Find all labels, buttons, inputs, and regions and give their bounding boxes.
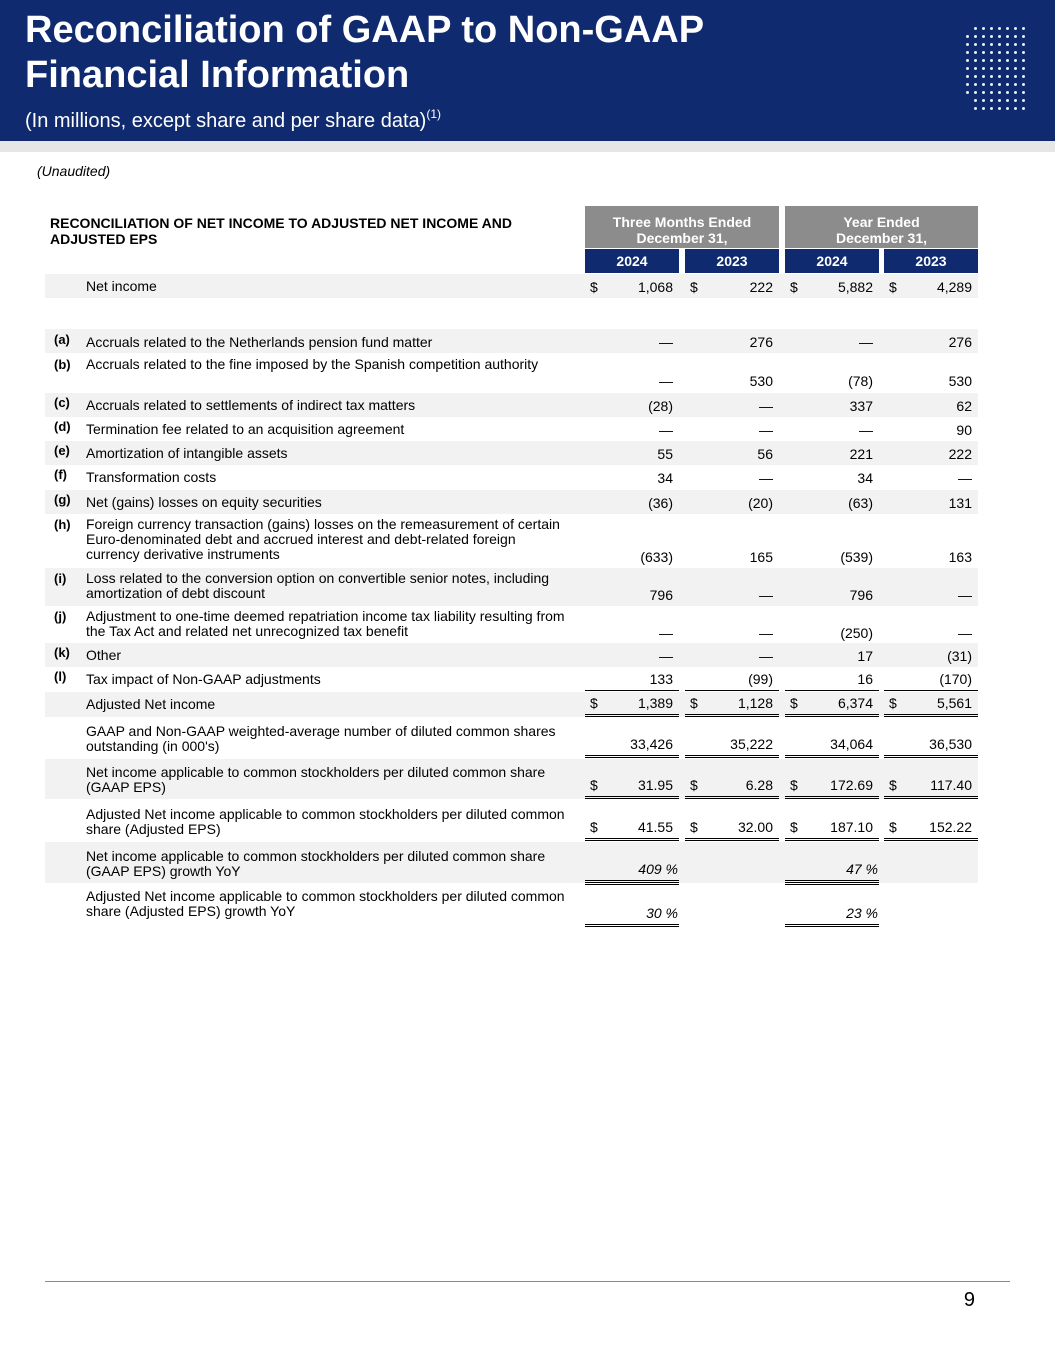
decorative-dot xyxy=(974,91,977,94)
row-label: Accruals related to the Netherlands pension fund matter xyxy=(86,334,433,350)
value-cell: $ 1,389 xyxy=(585,692,679,717)
footnote-letter: (b) xyxy=(54,357,71,372)
decorative-dot xyxy=(982,107,985,110)
table-title: RECONCILIATION OF NET INCOME TO ADJUSTED NET INCOME AND ADJUSTED EPS xyxy=(50,215,513,247)
value-cell: 163 xyxy=(948,549,972,565)
decorative-dot xyxy=(1022,67,1025,70)
value-cell: 221 xyxy=(849,446,873,462)
decorative-dot xyxy=(1022,35,1025,38)
dot-grid-decoration xyxy=(966,27,1030,115)
adjustment-row xyxy=(45,606,978,644)
row-label: Foreign currency transaction (gains) losses on the remeasurement of certain Euro-denominated debt and accrued interest and debt-related foreign currency derivative instruments xyxy=(86,516,560,562)
decorative-dot xyxy=(1014,91,1017,94)
header-divider-band xyxy=(0,141,1055,152)
decorative-dot xyxy=(1022,43,1025,46)
value-cell: — xyxy=(958,625,972,641)
decorative-dot xyxy=(982,59,985,62)
decorative-dot xyxy=(1022,107,1025,110)
value-cell: $ 6.28 xyxy=(685,759,779,799)
value-cell: — xyxy=(659,334,673,350)
footnote-marker: (1) xyxy=(426,107,441,121)
decorative-dot xyxy=(1022,59,1025,62)
value-cell: 36,530 xyxy=(884,718,978,758)
decorative-dot xyxy=(998,83,1001,86)
value-cell: — xyxy=(659,625,673,641)
adjustment-row xyxy=(45,329,978,353)
decorative-dot xyxy=(966,43,969,46)
decorative-dot xyxy=(974,99,977,102)
row-net-income xyxy=(45,274,978,298)
decorative-dot xyxy=(998,27,1001,30)
value-cell: $ 6,374 xyxy=(785,692,879,717)
column-header-year: 2024 xyxy=(585,249,679,273)
value-cell: (99) xyxy=(685,667,779,691)
decorative-dot xyxy=(990,51,993,54)
row-adjusted-eps-growth xyxy=(45,884,978,927)
row-label: Adjusted Net income applicable to common stockholders per diluted common share (Adjusted EPS) growth YoY xyxy=(86,888,565,919)
value-cell: 16 xyxy=(785,667,879,691)
decorative-dot xyxy=(1022,27,1025,30)
value-cell: (539) xyxy=(840,549,873,565)
footnote-letter: (i) xyxy=(54,571,67,586)
decorative-dot xyxy=(990,99,993,102)
value-cell: $ 32.00 xyxy=(685,800,779,841)
decorative-dot xyxy=(966,91,969,94)
decorative-dot xyxy=(974,51,977,54)
value-cell: 530 xyxy=(749,373,773,389)
decorative-dot xyxy=(1014,67,1017,70)
footnote-letter: (j) xyxy=(54,609,67,624)
adjustment-row xyxy=(45,568,978,606)
value-cell: — xyxy=(759,398,773,414)
decorative-dot xyxy=(998,59,1001,62)
value-cell: — xyxy=(958,470,972,486)
value-cell: 34 xyxy=(857,470,873,486)
value-cell: $ 4,289 xyxy=(889,279,972,295)
decorative-dot xyxy=(966,83,969,86)
row-label: Net (gains) losses on equity securities xyxy=(86,494,322,510)
row-gaap-eps xyxy=(45,759,978,799)
adjustment-row xyxy=(45,354,978,392)
decorative-dot xyxy=(1006,83,1009,86)
value-cell: 796 xyxy=(649,587,673,603)
decorative-dot xyxy=(990,67,993,70)
row-label: Accruals related to the fine imposed by the Spanish competition authority xyxy=(86,356,539,372)
decorative-dot xyxy=(1014,59,1017,62)
value-cell: $ 152.22 xyxy=(884,800,978,841)
value-cell: (170) xyxy=(884,667,978,691)
value-cell: — xyxy=(659,422,673,438)
decorative-dot xyxy=(998,91,1001,94)
value-cell: 337 xyxy=(849,398,873,414)
adjustment-row xyxy=(45,417,978,441)
row-label: Tax impact of Non-GAAP adjustments xyxy=(86,671,321,687)
value-cell: (36) xyxy=(648,495,673,511)
value-cell: 47 % xyxy=(785,842,879,883)
adjustment-row xyxy=(45,490,978,514)
column-header-year: 2023 xyxy=(884,249,978,273)
adjustment-row xyxy=(45,643,978,667)
decorative-dot xyxy=(1014,35,1017,38)
value-cell: 796 xyxy=(849,587,873,603)
decorative-dot xyxy=(990,75,993,78)
value-cell: — xyxy=(958,587,972,603)
adjustment-row xyxy=(45,441,978,465)
value-cell: 133 xyxy=(585,667,679,691)
decorative-dot xyxy=(1006,35,1009,38)
value-cell: 56 xyxy=(757,446,773,462)
decorative-dot xyxy=(1006,107,1009,110)
value-cell: — xyxy=(759,648,773,664)
value-cell: 17 xyxy=(857,648,873,664)
decorative-dot xyxy=(982,99,985,102)
value-cell: 90 xyxy=(956,422,972,438)
value-cell: $ 5,561 xyxy=(884,692,978,717)
row-label: Accruals related to settlements of indirect tax matters xyxy=(86,397,416,413)
value-cell: $ 222 xyxy=(690,279,773,295)
decorative-dot xyxy=(998,67,1001,70)
decorative-dot xyxy=(1006,59,1009,62)
decorative-dot xyxy=(990,35,993,38)
value-cell: (633) xyxy=(640,549,673,565)
page-title: Reconciliation of GAAP to Non-GAAP Financial Information xyxy=(25,9,705,96)
value-cell: (250) xyxy=(840,625,873,641)
value-cell: 35,222 xyxy=(685,718,779,758)
footnote-letter: (d) xyxy=(54,419,71,434)
value-cell: — xyxy=(659,648,673,664)
row-label: Other xyxy=(86,647,122,663)
decorative-dot xyxy=(1006,27,1009,30)
value-cell: (31) xyxy=(947,648,972,664)
footnote-letter: (f) xyxy=(54,467,67,482)
value-cell: 62 xyxy=(956,398,972,414)
row-label: Net income xyxy=(86,278,157,294)
row-label: Net income applicable to common stockholders per diluted common share (GAAP EPS) xyxy=(86,764,546,795)
decorative-dot xyxy=(1006,91,1009,94)
value-cell: — xyxy=(759,625,773,641)
decorative-dot xyxy=(1022,75,1025,78)
footnote-letter: (e) xyxy=(54,443,70,458)
value-cell: 222 xyxy=(948,446,972,462)
value-cell: $ 1,128 xyxy=(685,692,779,717)
decorative-dot xyxy=(1014,107,1017,110)
footnote-letter: (g) xyxy=(54,492,71,507)
decorative-dot xyxy=(1022,83,1025,86)
column-header-year: 2024 xyxy=(785,249,879,273)
column-group-year-ended: Year Ended December 31, xyxy=(785,206,978,248)
value-cell: 165 xyxy=(749,549,773,565)
value-cell: 30 % xyxy=(585,884,679,927)
decorative-dot xyxy=(1006,51,1009,54)
decorative-dot xyxy=(1022,51,1025,54)
decorative-dot xyxy=(974,107,977,110)
value-cell: $ 187.10 xyxy=(785,800,879,841)
value-cell: (20) xyxy=(748,495,773,511)
row-diluted-shares xyxy=(45,718,978,758)
decorative-dot xyxy=(998,99,1001,102)
value-cell: 55 xyxy=(657,446,673,462)
footnote-letter: (k) xyxy=(54,645,70,660)
decorative-dot xyxy=(974,75,977,78)
decorative-dot xyxy=(982,83,985,86)
value-cell: — xyxy=(759,587,773,603)
row-label: Transformation costs xyxy=(86,469,217,485)
row-gaap-eps-growth xyxy=(45,842,978,883)
decorative-dot xyxy=(1014,75,1017,78)
adjustment-row xyxy=(45,667,978,691)
row-adjusted-net-income xyxy=(45,692,978,717)
decorative-dot xyxy=(998,107,1001,110)
value-cell: 23 % xyxy=(785,884,879,927)
decorative-dot xyxy=(966,51,969,54)
decorative-dot xyxy=(982,27,985,30)
decorative-dot xyxy=(990,27,993,30)
value-cell: $ 172.69 xyxy=(785,759,879,799)
value-cell: 33,426 xyxy=(585,718,679,758)
value-cell: 276 xyxy=(948,334,972,350)
value-cell: $ 5,882 xyxy=(790,279,873,295)
decorative-dot xyxy=(1006,43,1009,46)
value-cell: $ 31.95 xyxy=(585,759,679,799)
value-cell: — xyxy=(759,470,773,486)
decorative-dot xyxy=(1014,43,1017,46)
row-label: Adjusted Net income xyxy=(86,696,216,712)
value-cell: (63) xyxy=(848,495,873,511)
unaudited-label: (Unaudited) xyxy=(37,163,111,179)
decorative-dot xyxy=(990,83,993,86)
value-cell: 409 % xyxy=(585,842,679,883)
decorative-dot xyxy=(982,35,985,38)
footnote-letter: (c) xyxy=(54,395,70,410)
decorative-dot xyxy=(982,91,985,94)
footnote-letter: (h) xyxy=(54,517,71,532)
value-cell: — xyxy=(659,373,673,389)
decorative-dot xyxy=(966,75,969,78)
decorative-dot xyxy=(990,59,993,62)
decorative-dot xyxy=(974,67,977,70)
row-label: Termination fee related to an acquisition agreement xyxy=(86,421,405,437)
value-cell: $ 117.40 xyxy=(884,759,978,799)
decorative-dot xyxy=(982,43,985,46)
row-label: Adjusted Net income applicable to common stockholders per diluted common share (Adjusted EPS) xyxy=(86,806,565,837)
adjustment-row xyxy=(45,393,978,417)
decorative-dot xyxy=(966,67,969,70)
value-cell: — xyxy=(859,422,873,438)
adjustment-row xyxy=(45,465,978,489)
decorative-dot xyxy=(974,83,977,86)
decorative-dot xyxy=(1014,27,1017,30)
row-label: Amortization of intangible assets xyxy=(86,445,288,461)
decorative-dot xyxy=(982,67,985,70)
decorative-dot xyxy=(1006,75,1009,78)
decorative-dot xyxy=(1014,83,1017,86)
value-cell: 530 xyxy=(948,373,972,389)
value-cell: (78) xyxy=(848,373,873,389)
value-cell: 276 xyxy=(749,334,773,350)
decorative-dot xyxy=(998,75,1001,78)
value-cell: (28) xyxy=(648,398,673,414)
decorative-dot xyxy=(982,51,985,54)
decorative-dot xyxy=(998,51,1001,54)
decorative-dot xyxy=(966,35,969,38)
column-group-three-months: Three Months Ended December 31, xyxy=(585,206,779,248)
value-cell: $ 1,068 xyxy=(590,279,673,295)
decorative-dot xyxy=(1006,99,1009,102)
row-adjusted-eps xyxy=(45,800,978,841)
decorative-dot xyxy=(974,59,977,62)
footer-divider xyxy=(45,1281,1010,1282)
header-banner xyxy=(0,0,1055,141)
decorative-dot xyxy=(990,91,993,94)
value-cell: — xyxy=(859,334,873,350)
decorative-dot xyxy=(966,59,969,62)
row-label: Net income applicable to common stockholders per diluted common share (GAAP EPS) growth YoY xyxy=(86,848,546,879)
value-cell: — xyxy=(759,422,773,438)
value-cell: 131 xyxy=(948,495,972,511)
decorative-dot xyxy=(974,35,977,38)
decorative-dot xyxy=(982,75,985,78)
decorative-dot xyxy=(974,43,977,46)
decorative-dot xyxy=(1022,99,1025,102)
decorative-dot xyxy=(1014,99,1017,102)
decorative-dot xyxy=(990,43,993,46)
decorative-dot xyxy=(998,35,1001,38)
value-cell: $ 41.55 xyxy=(585,800,679,841)
decorative-dot xyxy=(990,107,993,110)
page-subtitle: (In millions, except share and per share data)$^{(1)}$ xyxy=(25,107,441,132)
row-label: Adjustment to one-time deemed repatriation income tax liability resulting from the Tax Act and related net unrecognized tax benefit xyxy=(86,608,565,639)
page-number: 9 xyxy=(963,1289,975,1311)
value-cell: 34 xyxy=(657,470,673,486)
decorative-dot xyxy=(998,43,1001,46)
column-header-year: 2023 xyxy=(685,249,779,273)
decorative-dot xyxy=(974,27,977,30)
adjustment-row xyxy=(45,514,978,568)
decorative-dot xyxy=(1014,51,1017,54)
decorative-dot xyxy=(1006,67,1009,70)
footnote-letter: (l) xyxy=(54,669,67,684)
footnote-letter: (a) xyxy=(54,332,70,347)
value-cell: 34,064 xyxy=(785,718,879,758)
row-label: Loss related to the conversion option on convertible senior notes, including amortization of debt discount xyxy=(86,570,550,601)
row-label: GAAP and Non-GAAP weighted-average number of diluted common shares outstanding (in 000's) xyxy=(86,723,556,754)
decorative-dot xyxy=(1022,91,1025,94)
